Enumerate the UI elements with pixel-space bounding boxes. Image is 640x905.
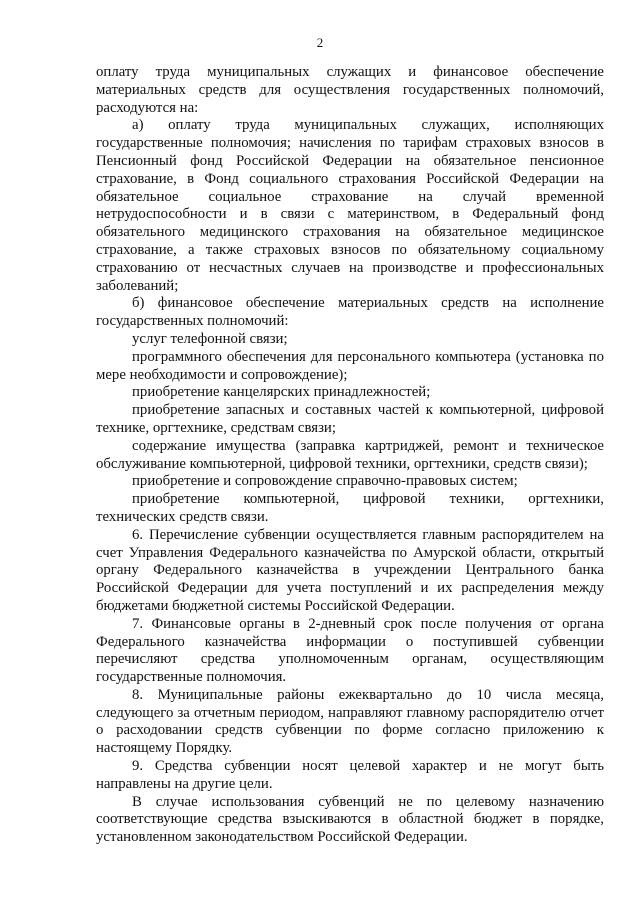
list-item-equipment: приобретение компьютерной, цифровой техники, оргтехники, технических средств связи. [96, 491, 604, 525]
document-body [96, 64, 604, 847]
list-item-legal-systems: приобретение и сопровождение справочно-правовых систем; [132, 473, 518, 490]
list-item-spare-parts: приобретение запасных и составных частей к компьютерной, цифровой технике, оргтехнике, средствам связи; [96, 402, 604, 436]
page-number: 2 [316, 35, 324, 50]
list-item-stationery: приобретение канцелярских принадлежностей; [132, 384, 431, 401]
paragraph-clause-8: 8. Муниципальные районы ежеквартально до 10 числа месяца, следующего за отчетным периодом, направляют главному распорядителю отчет о расходовании средств субвенции по форме согласно приложению к настоящему Порядку. [96, 686, 604, 757]
paragraph-intro-continuation: оплату труда муниципальных служащих и финансовое обеспечение материальных средств для осуществления государственных полномочий, расходуются на: [96, 64, 604, 116]
list-item-software: программного обеспечения для персонального компьютера (установка по мере необходимости и сопровождение); [96, 348, 604, 383]
paragraph-misuse: В случае использования субвенций не по целевому назначению соответствующие средства взыскиваются в областной бюджет в порядке, установленном законодательством Российской Федерации. [96, 793, 604, 846]
list-item-phone: услуг телефонной связи; [132, 330, 288, 347]
paragraph-item-a: а) оплату труда муниципальных служащих, исполняющих государственные полномочия; начисления по тарифам страховых взносов в Пенсионный фонд Российской Федерации на обязательное пенсионное страхование, в Фонд социального страхования Российской Федерации на обязательное социальное страхование на случай временной нетрудоспособности и в связи с материнством, в Федеральный фонд обязательного медицинского страхования на обязательное медицинское страхование, а также страховых взносов по обязательному социальному страхованию от несчастных случаев на производстве и профессиональных заболеваний; [96, 117, 604, 294]
paragraph-clause-6: 6. Перечисление субвенции осуществляется главным распорядителем на счет Управления Федерального казначейства по Амурской области, открытый органу Федерального казначейства в учреждении Центрального банка Российской Федерации для учета поступлений и их распределения между бюджетами бюджетной системы Российской Федерации. [96, 526, 604, 614]
paragraph-clause-9: 9. Средства субвенции носят целевой характер и не могут быть направлены на другие цели. [96, 758, 604, 792]
paragraph-clause-7: 7. Финансовые органы в 2-дневный срок после получения от органа Федерального казначейства информации о поступившей субвенции перечисляют средства уполномоченным органам, осуществляющим государственные полномочия. [96, 615, 604, 686]
list-item-maintenance: содержание имущества (заправка картриджей, ремонт и техническое обслуживание компьютерной, цифровой техники, оргтехники, средств связи); [96, 437, 604, 472]
paragraph-item-b: б) финансовое обеспечение материальных средств на исполнение государственных полномочий: [96, 295, 604, 330]
